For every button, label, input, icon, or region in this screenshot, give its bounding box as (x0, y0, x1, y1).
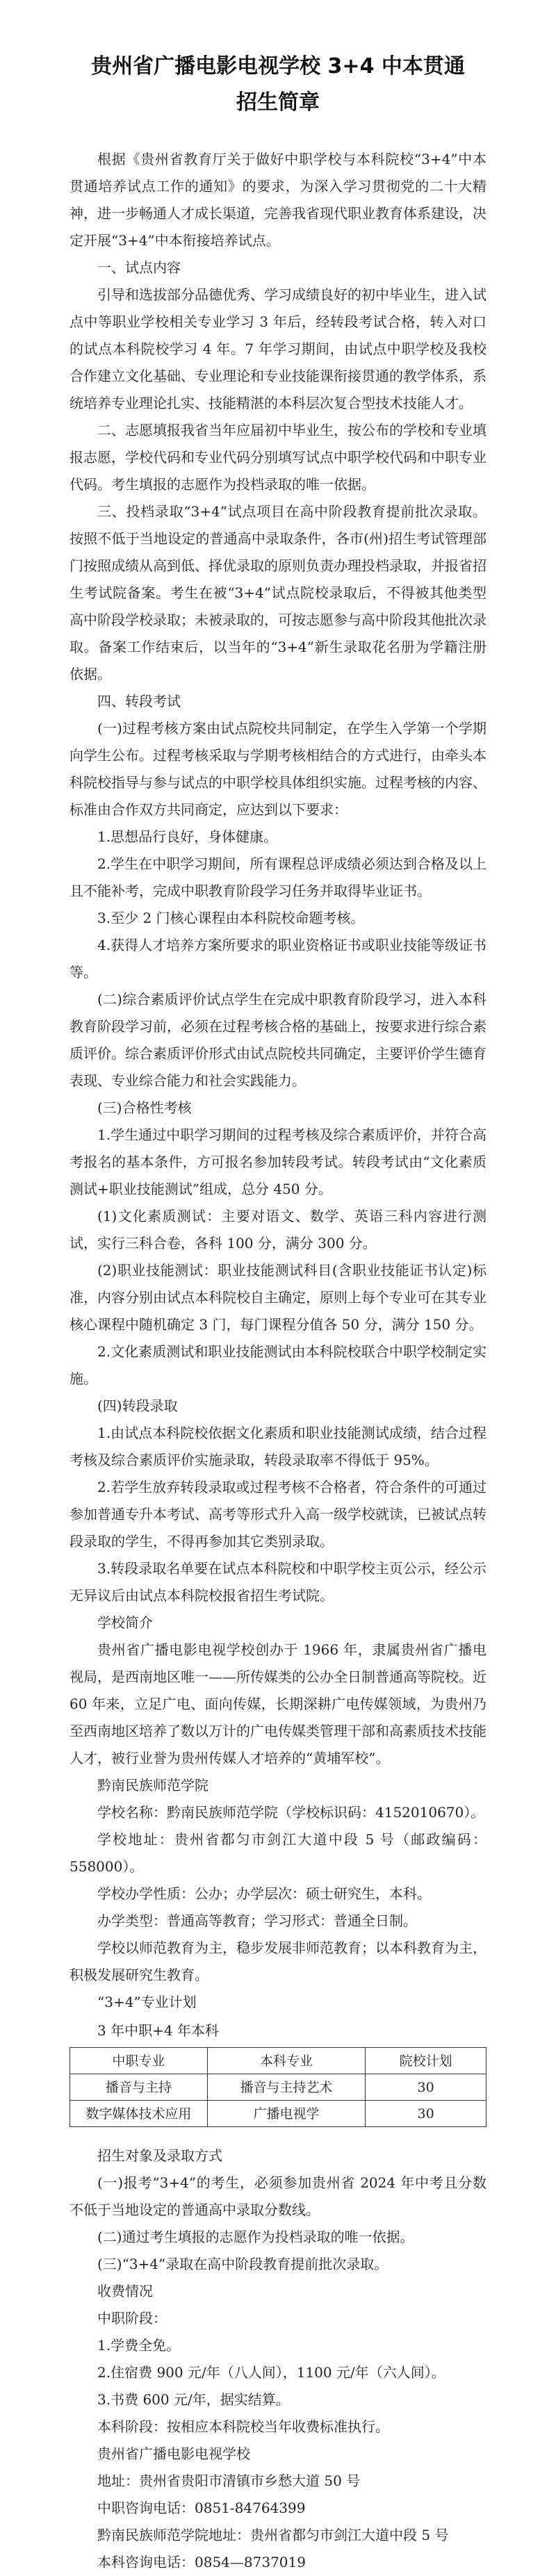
subheading-qiannan-college: 黔南民族师范学院 (97, 1777, 208, 1794)
paragraph: (2)职业技能测试：职业技能测试科目(含职业技能证书认定)标准，内容分别由试点本科院校自主确定，原则上每个专业可在其专业核心课程中随机确定 3 门，每门课程分值各 50 分，满分 150 分。 (70, 1262, 486, 1333)
table-cell: 数字媒体技术应用 (70, 2101, 208, 2127)
section-heading-transfer-exam: 四、转段考试 (97, 693, 181, 709)
paragraph: 3.转段录取名单要在试点本科院校和中职学校主页公示，经公示无异议后由试点本科院校报省招生考试院。 (70, 1560, 486, 1604)
page-title-line-2: 招生简章 (236, 90, 320, 115)
paragraph: 本科阶段：按相应本科院校当年收费标准执行。 (97, 2418, 389, 2435)
page-title-line-1: 贵州省广播电影电视学校 3+4 中本贯通 (91, 54, 465, 79)
paragraph: 4.获得人才培养方案所要求的职业资格证书或职业技能等级证书等。 (70, 937, 486, 981)
paragraph: (一)过程考核方案由试点院校共同制定，在学生入学第一个学期向学生公布。过程考核采取与学期考核相结合的方式进行，由牵头本科院校指导与参与试点的中职学校具体组织实施。过程考核的内容、标准由合作双方共同商定，应达到以下要求： (70, 720, 486, 818)
paragraph: 2.文化素质测试和职业技能测试由本科院校联合中职学校制定实施。 (70, 1343, 486, 1387)
paragraph: 贵州省广播电影电视学校创办于 1966 年，隶属贵州省广播电视局，是西南地区唯一——所传媒类的公办全日制普通高等院校。近 60 年来，立足广电、面向传媒，长期深耕广电传媒领域，为贵州乃至西南地区培养了数以万计的广电传媒类管理干部和高素质技术技能人才，被行业誉为贵州传媒人才培养的“黄埔军校”。 (70, 1641, 486, 1766)
table-cell: 广播电视学 (207, 2101, 366, 2127)
contact-phone: 中职咨询电话：0851-84764399 (97, 2500, 306, 2516)
contact-phone: 本科咨询电话：0854—8737019 (97, 2554, 306, 2570)
paragraph: 办学类型：普通高等教育；学习形式：普通全日制。 (97, 1912, 417, 1929)
body-text-after-table (70, 2142, 486, 2576)
paragraph: (一)报考“3+4”的考生，必须参加贵州省 2024 年中考且分数不低于当地设定的普通高中录取分数线。 (70, 2174, 486, 2218)
section-heading-major-plan: “3+4”专业计划 (97, 1994, 197, 2010)
major-plan-table (70, 2047, 486, 2127)
subheading-qualification: (三)合格性考核 (97, 1099, 192, 1116)
section-heading-pilot-content: 一、试点内容 (97, 259, 181, 276)
subheading-transfer-admission: (四)转段录取 (97, 1397, 178, 1414)
paragraph: 中职阶段： (97, 2310, 167, 2327)
section-heading-admission: 招生对象及录取方式 (97, 2147, 222, 2164)
table-row (70, 2101, 486, 2127)
table-cell: 30 (366, 2074, 486, 2101)
paragraph: 1.学生通过中职学习期间的过程考核及综合素质评价，并符合高考报名的基本条件，方可报名参加转段考试。转段考试由“文化素质测试+职业技能测试”组成，总分 450 分。 (70, 1126, 486, 1197)
table-cell: 播音与主持 (70, 2074, 208, 2101)
table-row (70, 2074, 486, 2101)
paragraph: 1.由试点本科院校依据文化素质和职业技能测试成绩，结合过程考核及综合素质评价实施录取，转段录取率不得低于 95%。 (70, 1425, 486, 1468)
table-header-row (70, 2048, 486, 2074)
body-text (70, 146, 486, 2044)
contact-address: 地址：贵州省贵阳市清镇市乡愁大道 50 号 (97, 2472, 361, 2489)
paragraph: (二)综合素质评价试点学生在完成中职教育阶段学习，进入本科教育阶段学习前，必须在过程考核合格的基础上，按要求进行综合素质评价。综合素质评价形式由试点院校共同确定，主要评价学生德育表现、专业综合能力和社会实践能力。 (70, 991, 486, 1089)
paragraph: 学校办学性质：公办；办学层次：硕士研究生，本科。 (97, 1885, 431, 1902)
contact-address: 黔南民族师范学院地址：贵州省都匀市剑江大道中段 5 号 (97, 2527, 449, 2543)
section-heading-school-intro: 学校简介 (97, 1614, 153, 1631)
paragraph: 3.至少 2 门核心课程由本科院校命题考核。 (97, 910, 365, 926)
paragraph: (三)“3+4”录取在高中阶段教育提前批次录取。 (97, 2256, 389, 2272)
paragraph: 引导和选拔部分品德优秀、学习成绩良好的初中毕业生，进入试点中等职业学校相关专业学习 3 年后，经转段考试合格，转入对口的试点本科院校学习 4 年。7 年学习期间，由试点中职学校及我校合作建立文化基础、专业理论和专业技能课衔接贯通的教学体系，系统培养专业理论扎实、技能精湛的本科层次复合型技术技能人才。 (70, 286, 486, 411)
table-header-cell: 中职专业 (70, 2048, 208, 2074)
table-header-cell: 本科专业 (207, 2048, 366, 2074)
paragraph: 学校以师范教育为主，稳步发展非师范教育；以本科教育为主，积极发展研究生教育。 (70, 1939, 486, 1983)
paragraph: 3.书费 600 元/年，据实结算。 (97, 2391, 290, 2408)
paragraph: 2.学生在中职学习期间，所有课程总评成绩必须达到合格及以上且不能补考，完成中职教育阶段学习任务并取得毕业证书。 (70, 855, 486, 899)
paragraph: 2.住宿费 900 元/年（八人间），1100 元/年（六人间）。 (97, 2364, 445, 2381)
paragraph: 三、投档录取“3+4”试点项目在高中阶段教育提前批次录取。按照不低于当地设定的普通高中录取条件，各市(州)招生考试管理部门按照成绩从高到低、择优录取的原则负责办理投档录取，并报省招生考试院备案。考生在被“3+4”试点院校录取后，不得被其他类型高中阶段学校录取；未被录取的，可按志愿参与高中阶段其他批次录取。备案工作结束后，以当年的“3+4”新生录取花名册为学籍注册依据。 (70, 503, 486, 682)
paragraph: 1.学费全免。 (97, 2337, 181, 2354)
paragraph: 学校名称：黔南民族师范学院（学校标识码：4152010670）。 (97, 1804, 485, 1821)
plan-subtitle: 3 年中职+4 年本科 (97, 2022, 219, 2039)
paragraph: 1.思想品行良好，身体健康。 (97, 828, 278, 845)
paragraph: (二)通过考生填报的志愿作为投档录取的唯一依据。 (97, 2229, 414, 2245)
contact-school-name: 贵州省广播电影电视学校 (97, 2445, 250, 2462)
paragraph: (1)文化素质测试：主要对语文、数学、英语三科内容进行测试，实行三科合卷，各科 100 分，满分 300 分。 (70, 1208, 486, 1252)
paragraph: 2.若学生放弃转段录取或过程考核不合格者，符合条件的可通过参加普通专升本考试、高考等形式升入高一级学校就读，已被试点转段录取的学生，不得再参加其它类别录取。 (70, 1479, 486, 1550)
section-heading-fees: 收费情况 (97, 2283, 153, 2299)
table-cell: 播音与主持艺术 (207, 2074, 366, 2101)
table-cell: 30 (366, 2101, 486, 2127)
paragraph: 学校地址：贵州省都匀市剑江大道中段 5 号（邮政编码：558000）。 (70, 1831, 486, 1875)
intro-paragraph: 根据《贵州省教育厅关于做好中职学校与本科院校“3+4”中本贯通培养试点工作的通知》的要求，为深入学习贯彻党的二十大精神，进一步畅通人才成长渠道，完善我省现代职业教育体系建设，决定开展“3+4”中本衔接培养试点。 (70, 151, 486, 249)
table-header-cell: 院校计划 (366, 2048, 486, 2074)
page-title (70, 49, 486, 121)
paragraph: 二、志愿填报我省当年应届初中毕业生，按公布的学校和专业填报志愿，学校代码和专业代码分别填写试点中职学校代码和中职专业代码。考生填报的志愿作为投档录取的唯一依据。 (70, 422, 486, 493)
